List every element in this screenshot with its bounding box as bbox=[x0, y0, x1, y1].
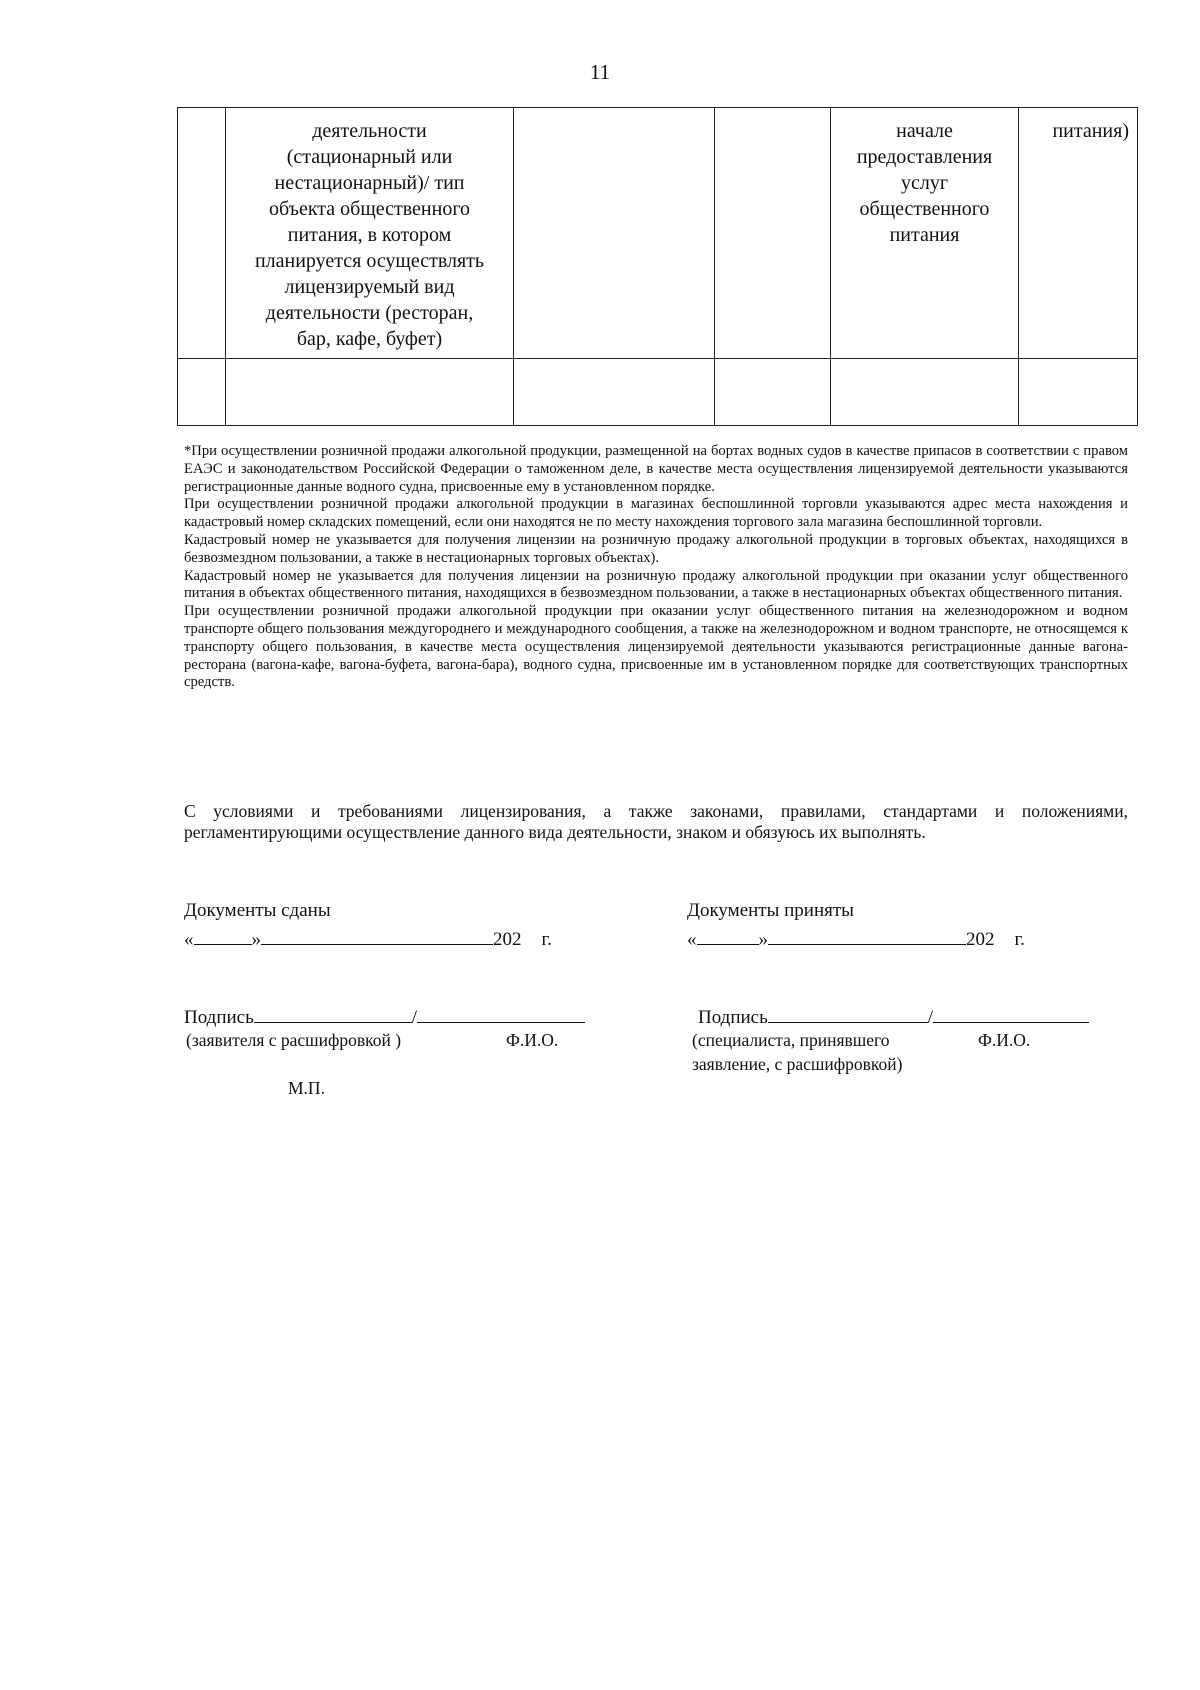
documents-accepted-heading: Документы приняты bbox=[687, 900, 854, 921]
specialist-fio: Ф.И.О. bbox=[978, 1030, 1031, 1050]
month-blank[interactable] bbox=[768, 926, 966, 945]
table-row-empty bbox=[178, 359, 1138, 426]
footnote-1: *При осуществлении розничной продажи алкогольной продукции, размещенной на бортах водных судов в качестве припасов в соответствии с правом ЕАЭС и законодательством Российской Федерации о таможенном деле, в качестве места осуществления лицензируемой деятельности указываются регистрационные данные водного судна, присвоенные ему в установленном порядке. bbox=[184, 443, 1128, 495]
footnote-4: Кадастровый номер не указывается для получения лицензии на розничную продажу алкогольной продукции при оказании услуг общественного питания в объектах общественного питания, находящихся в безвозмездном пользовании, а также в нестационарных объектах общественного питания. bbox=[184, 567, 1128, 602]
table-cell bbox=[715, 108, 831, 359]
table-row bbox=[178, 108, 1138, 359]
table-cell[interactable] bbox=[226, 359, 514, 426]
applicant-fio: Ф.И.О. bbox=[506, 1030, 559, 1050]
accepted-date-line bbox=[687, 926, 1025, 952]
table-cell-activity-type bbox=[226, 108, 514, 359]
catering-text: питания) bbox=[1052, 120, 1129, 142]
documents-submitted-heading: Документы сданы bbox=[184, 900, 331, 921]
table-cell[interactable] bbox=[178, 359, 226, 426]
signature-label: Подпись bbox=[184, 1007, 254, 1028]
service-start-text: начале предоставления услуг общественного питания bbox=[856, 120, 993, 246]
slash: / bbox=[927, 1007, 934, 1028]
month-blank[interactable] bbox=[261, 926, 493, 945]
signature-blank[interactable] bbox=[254, 1004, 412, 1023]
agreement-statement: С условиями и требованиями лицензирования, а также законами, правилами, стандартами и положениями, регламентирующими осуществление данного вида деятельности, знаком и обязуюсь их выполнять. bbox=[184, 801, 1128, 842]
year-prefix: 202 bbox=[966, 929, 995, 950]
year-prefix: 202 bbox=[493, 929, 522, 950]
signature-label: Подпись bbox=[698, 1007, 768, 1028]
footnote-2: При осуществлении розничной продажи алкогольной продукции в магазинах беспошлинной торговли указываются адрес места нахождения и кадастровый номер складских помещений, если они находятся не по месту нахождения торгового зала магазина беспошлинной торговли. bbox=[184, 496, 1128, 531]
name-blank[interactable] bbox=[417, 1004, 585, 1023]
quote-open: « bbox=[184, 929, 194, 950]
activity-type-text: деятельности (стационарный или нестационарный)/ тип объекта общественного питания, в котором планируется осуществлять лицензируемый вид деятельности (ресторан, бар, кафе, буфет) bbox=[254, 120, 485, 350]
slash: / bbox=[411, 1007, 418, 1028]
day-blank[interactable] bbox=[194, 926, 252, 945]
page-number: 11 bbox=[589, 60, 611, 84]
form-table bbox=[177, 107, 1138, 426]
applicant-signature-line bbox=[184, 1004, 585, 1030]
signature-blank[interactable] bbox=[768, 1004, 928, 1023]
footnote-5: При осуществлении розничной продажи алкогольной продукции при оказании услуг общественного питания на железнодорожном и водном транспорте общего пользования междугороднего и международного сообщения, а также на железнодорожном и водном транспорте, не относящемся к транспорту общего пользования, в качестве места осуществления лицензируемой деятельности указываются регистрационные данные вагона-ресторана (вагона-кафе, вагона-буфета, вагона-бара), водного судна, присвоенные им в установленном порядке для соответствующих транспортных средств. bbox=[184, 603, 1128, 691]
quote-open: « bbox=[687, 929, 697, 950]
table-cell-catering bbox=[1019, 108, 1138, 359]
footnote-3: Кадастровый номер не указывается для получения лицензии на розничную продажу алкогольной продукции в торговых объектах, находящихся в безвозмездном пользовании, а также в нестационарных торговых объектах). bbox=[184, 531, 1128, 566]
table-cell-service-start bbox=[831, 108, 1019, 359]
applicant-caption: (заявителя с расшифровкой ) bbox=[186, 1030, 402, 1050]
specialist-caption-line1: (специалиста, принявшего bbox=[692, 1030, 890, 1050]
specialist-signature-line bbox=[698, 1004, 1089, 1030]
submitted-date-line bbox=[184, 926, 552, 952]
table-cell[interactable] bbox=[1019, 359, 1138, 426]
day-blank[interactable] bbox=[697, 926, 759, 945]
specialist-caption-line2: заявление, с расшифровкой) bbox=[692, 1054, 903, 1074]
table-cell-number bbox=[178, 108, 226, 359]
table-cell[interactable] bbox=[715, 359, 831, 426]
stamp-place: М.П. bbox=[288, 1078, 325, 1098]
quote-close: » bbox=[251, 929, 261, 950]
year-suffix: г. bbox=[1014, 929, 1025, 950]
table-cell[interactable] bbox=[831, 359, 1019, 426]
table-cell bbox=[514, 108, 715, 359]
year-suffix: г. bbox=[541, 929, 552, 950]
table-cell[interactable] bbox=[514, 359, 715, 426]
footnotes bbox=[184, 443, 1128, 692]
name-blank[interactable] bbox=[933, 1004, 1089, 1023]
quote-close: » bbox=[758, 929, 768, 950]
